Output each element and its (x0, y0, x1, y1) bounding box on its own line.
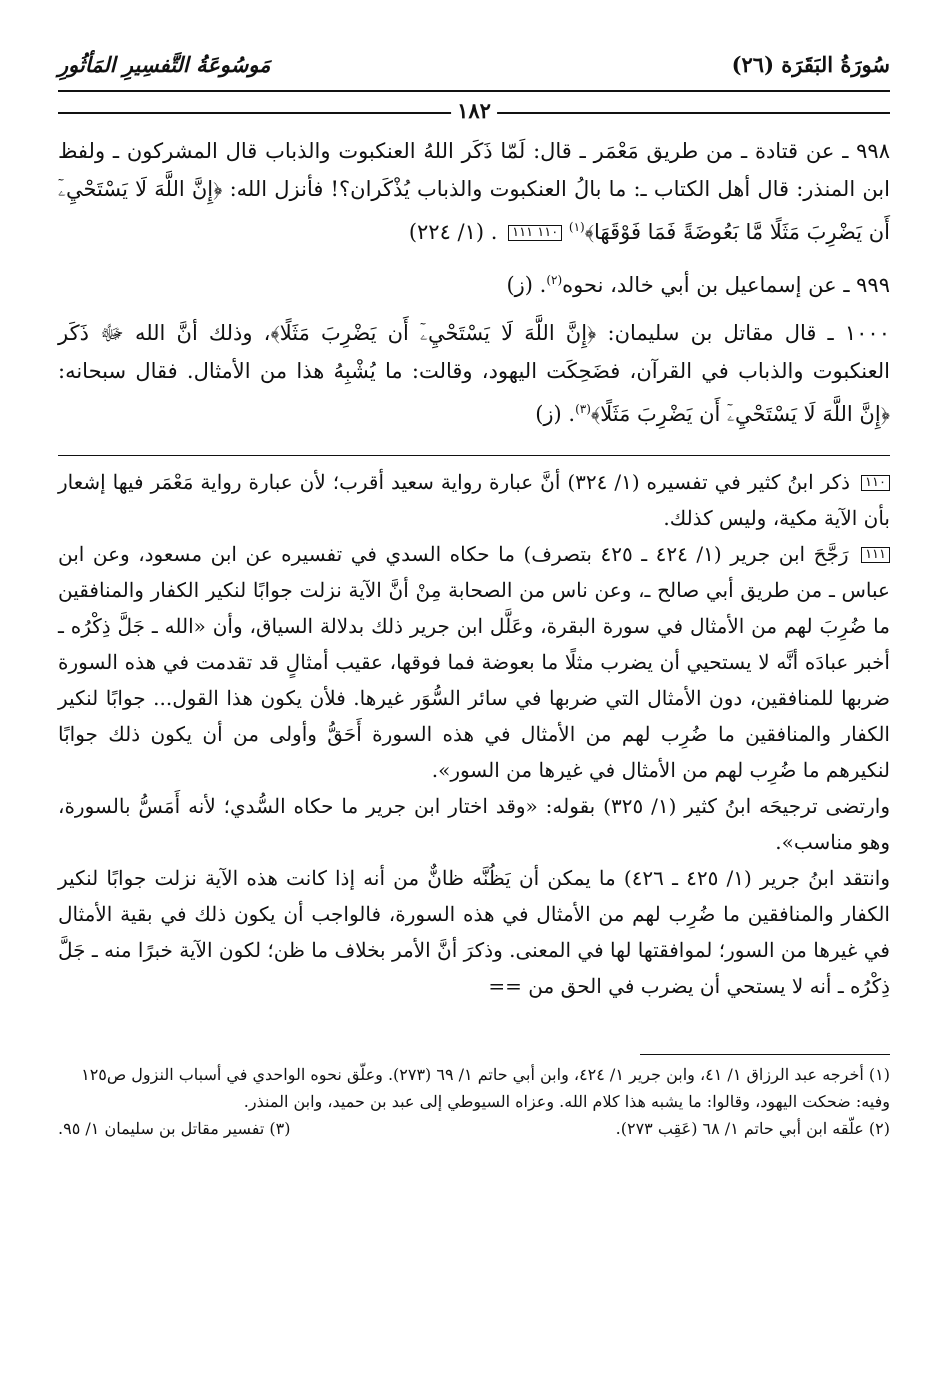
volume-ref: . (١/ ٢٢٤) (408, 220, 498, 244)
volume-ref: . (ز) (535, 402, 576, 426)
footnote-separator (640, 1054, 890, 1055)
commentary-section (58, 464, 890, 1004)
commentary-ref-box: ١١٠ ١١١ (508, 225, 562, 241)
footnote-1: (١) أخرجه عبد الرزاق ١/ ٤١، وابن جرير ١/ ٤٢٤، وابن أبي حاتم ١/ ٦٩ (٢٧٣). وعلّق نحوه الواحدي في أسباب النزول ص١٢٥ وفيه: ضحكت اليهود، وقالوا: ما يشبه هذا كلام الله. وعزاه السيوطي إلى عبد بن حميد، وابن المنذر. (81, 1065, 890, 1111)
main-text (58, 132, 890, 433)
footnote-marker: (٢) (546, 273, 563, 287)
commentary-number-box: ١١٠ (861, 475, 890, 491)
header-rule (58, 90, 890, 92)
narration-998 (58, 132, 890, 251)
narration-text: ٩٩٨ ـ عن قتادة ـ من طريق مَعْمَر ـ قال: لَمّا ذَكَر اللهُ العنكبوت والذباب قال المشركون ـ ولفظ ابن المنذر: قال أهل الكتاب ـ: ما بالُ العنكبوت والذباب يُذْكَران؟! فأنزل الله: ﴿إِنَّ اللَّهَ لَا يَسْتَحْيِۦٓ أَن يَضْرِبَ مَثَلًا مَّا بَعُوضَةً فَمَا فَوْقَهَا﴾ (58, 139, 890, 244)
narration-1000 (58, 314, 890, 433)
footnote-2: (٢) علّقه ابن أبي حاتم ١/ ٦٨ (عَقِب ٢٧٣). (615, 1119, 890, 1138)
page (58, 50, 890, 1142)
commentary-110 (58, 464, 890, 536)
footnote-marker: (١) (568, 220, 585, 234)
page-number: ١٨٢ (451, 98, 497, 123)
book-title: مَوسُوعَةُ التَّفسِيرِ المَأثُورِ (58, 52, 271, 77)
commentary-text: ذكر ابنُ كثير في تفسيره (١/ ٣٢٤) أنَّ عبارة رواية سعيد أقرب؛ لأن عبارة رواية مَعْمَر فيها إشعار بأن الآية مكية، وليس كذلك. (58, 470, 890, 530)
commentary-ibn-kathir: وارتضى ترجيحَه ابنُ كثير (١/ ٣٢٥) بقوله: «وقد اختار ابن جرير ما حكاه السُّدي؛ لأنه أَمَسُّ بالسورة، وهو مناسب». (58, 794, 890, 854)
surah-title: سُورَةُ البَقَرَة (٢٦) (731, 52, 890, 77)
narration-text: ١٠٠٠ ـ قال مقاتل بن سليمان: ﴿إِنَّ اللَّهَ لَا يَسْتَحْيِۦٓ أَن يَضْرِبَ مَثَلًا﴾، وذلك أنَّ الله ﷻ ذَكَر العنكبوت والذباب في القرآن، فضَحِكَت اليهود، وقالت: ما يُشْبِهُ هذا من الأمثال. فقال سبحانه: ﴿إِنَّ اللَّهَ لَا يَسْتَحْيِۦٓ أَن يَضْرِبَ مَثَلًا﴾ (58, 321, 890, 426)
page-number-row (58, 100, 890, 126)
commentary-text: رَجَّحَ ابن جرير (١/ ٤٢٤ ـ ٤٢٥ بتصرف) ما حكاه السدي في تفسيره عن ابن مسعود، وعن ابن عباس ـ من طريق أبي صالح ـ، وعن ناس من الصحابة مِنْ أنَّ الآية نزلت جوابًا لنكير الكفار والمنافقين ما ضُرِبَ لهم من الأمثال في سورة البقرة، وعَلَّل ابن جرير ذلك بدلالة السياق، وأن «الله ـ جَلَّ ذِكْرُه ـ أخبر عبادَه أنَّه لا يستحيي أن يضرب مثلًا ما بعوضة فما فوقها، عقيب أمثالٍ قد تقدمت في هذه السورة ضربها للمنافقين، دون الأمثال التي ضربها في سائر السُّوَر غيرها. فلأن يكون هذا القول... جوابًا لنكير الكفار والمنافقين ما ضُرِب لهم من الأمثال في هذه السورة أَحَقُّ وأولى من أن يكون ذلك جوابًا لنكيرهم ما ضُرِب لهم من الأمثال في غيرها من السور». (58, 542, 890, 782)
footnote-marker: (٣) (575, 402, 591, 416)
running-header (58, 50, 890, 90)
narration-999 (58, 261, 890, 304)
ornament-line-right (490, 112, 890, 114)
footnotes (58, 1061, 890, 1142)
ornament-line-left (58, 112, 458, 114)
commentary-111 (58, 536, 890, 788)
commentary-critique: وانتقد ابنُ جرير (١/ ٤٢٥ ـ ٤٢٦) ما يمكن أن يَظُنَّه ظانٌّ من أنه إذا كانت هذه الآية نزلت جوابًا لنكير الكفار والمنافقين ما ضُرِب لهم من الأمثال في هذه السورة، فالواجب أن يكون ذلك في بقية الأمثال في غيرها من السور؛ لموافقتها لها في المعنى. وذكرَ أنَّ الأمر بخلاف ما ظن؛ لكون الآية خبرًا منه ـ جَلَّ ذِكْرُه ـ أنه لا يستحي أن يضرب في الحق من == (58, 866, 891, 998)
footnote-row (58, 1115, 890, 1142)
narration-text: ٩٩٩ ـ عن إسماعيل بن أبي خالد، نحوه (562, 273, 890, 297)
volume-ref: . (ز) (506, 273, 547, 297)
footnote-3: (٣) تفسير مقاتل بن سليمان ١/ ٩٥. (58, 1119, 291, 1138)
commentary-number-box: ١١١ (861, 547, 890, 563)
commentary-separator (58, 455, 890, 456)
